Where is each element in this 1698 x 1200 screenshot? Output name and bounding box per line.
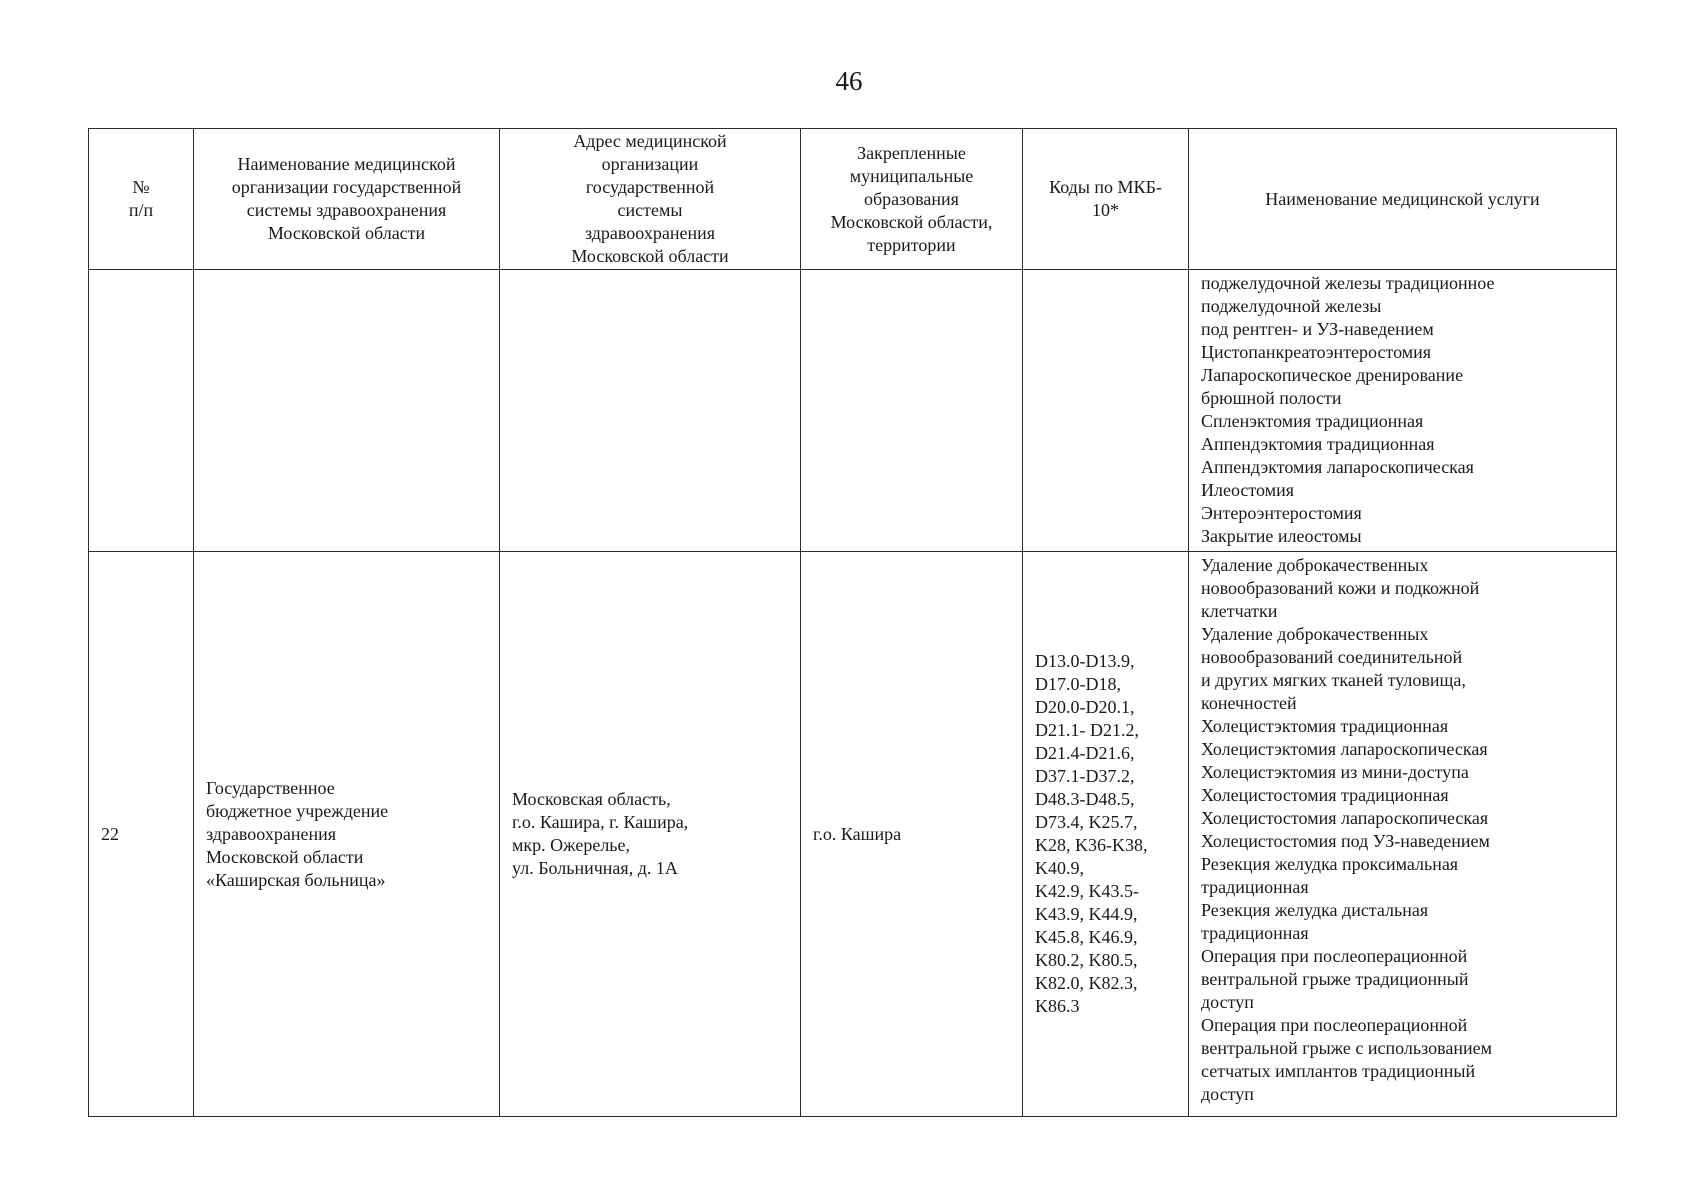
text-line: D37.1-D37.2, — [1035, 766, 1135, 786]
text-line: здравоохранения — [206, 823, 337, 844]
text-line: брюшной полости — [1201, 388, 1342, 408]
text-line: вентральной грыже с использованием — [1201, 1038, 1492, 1058]
text-line: D73.4, K25.7, — [1035, 812, 1138, 832]
text-line: организации государственной — [231, 177, 462, 197]
text-line: D48.3-D48.5, — [1035, 789, 1135, 809]
header-num — [89, 129, 194, 270]
header-service — [1189, 129, 1617, 270]
text-line: Государственное — [206, 777, 335, 798]
text-line: мкр. Ожерелье, — [512, 835, 630, 855]
cell-icd-codes — [1023, 270, 1189, 552]
text-line: Московской области — [571, 246, 729, 266]
text-line: K28, K36-K38, — [1035, 835, 1148, 855]
header-municipality — [801, 129, 1023, 270]
text-line: Удаление доброкачественных — [1201, 624, 1429, 644]
text-line: клетчатки — [1201, 601, 1278, 621]
text-line: Московской области — [206, 846, 364, 867]
text-line: муниципальные — [849, 165, 974, 186]
table-header-row — [89, 129, 1617, 270]
text-line: Московская область, — [512, 789, 671, 809]
cell-services — [1189, 270, 1617, 552]
text-line: образования — [864, 188, 959, 209]
text-line: «Каширская больница» — [206, 869, 386, 890]
text-line: доступ — [1201, 992, 1254, 1012]
cell-organization — [194, 270, 500, 552]
text-line: Спленэктомия традиционная — [1201, 411, 1424, 431]
header-address — [500, 129, 801, 270]
text-line: Холецистэктомия традиционная — [1201, 716, 1449, 736]
text-line: государственной — [585, 177, 715, 197]
text-line: г.о. Кашира, г. Кашира, — [512, 812, 689, 832]
text-line: Холецистэктомия из мини-доступа — [1201, 762, 1469, 782]
cell-num: 22 — [89, 552, 194, 1117]
text-line: конечностей — [1201, 693, 1297, 713]
text-line: новообразований кожи и подкожной — [1201, 578, 1480, 598]
text-line: Московской области — [267, 223, 426, 243]
text-line: доступ — [1201, 1084, 1254, 1104]
text-line: Резекция желудка дистальная — [1201, 900, 1429, 920]
text-line: K82.0, K82.3, — [1035, 973, 1138, 993]
text-line: и других мягких тканей туловища, — [1201, 670, 1466, 690]
text-line: K42.9, K43.5- — [1035, 881, 1139, 901]
cell-organization — [194, 552, 500, 1117]
cell-municipality — [801, 552, 1023, 1117]
text-line: Закрепленные — [857, 142, 966, 163]
text-line: вентральной грыже традиционный — [1201, 969, 1469, 989]
header-icd-codes — [1023, 129, 1189, 270]
text-line: Операция при послеоперационной — [1201, 1015, 1468, 1035]
text-line: D13.0-D13.9, — [1035, 651, 1135, 671]
text-line: поджелудочной железы — [1201, 296, 1382, 316]
cell-num — [89, 270, 194, 552]
text-line: Энтероэнтеростомия — [1201, 503, 1362, 523]
header-organization — [194, 129, 500, 270]
text-line: D21.4-D21.6, — [1035, 743, 1135, 763]
text-line: K40.9, — [1035, 858, 1084, 878]
text-line: Холецистэктомия лапароскопическая — [1201, 739, 1488, 759]
text-line: Наименование медицинской услуги — [1265, 188, 1540, 209]
text-line: под рентген- и УЗ-наведением — [1201, 319, 1434, 339]
text-line: новообразований соединительной — [1201, 647, 1463, 667]
text-line: 10* — [1092, 200, 1119, 220]
text-line: Операция при послеоперационной — [1201, 946, 1468, 966]
table-row — [89, 552, 1617, 1117]
text-line: г.о. Кашира — [813, 823, 902, 844]
text-line: Лапароскопическое дренирование — [1201, 365, 1464, 385]
text-line: D20.0-D20.1, — [1035, 697, 1135, 717]
text-line: системы — [617, 200, 683, 220]
text-line: Закрытие илеостомы — [1201, 526, 1362, 546]
text-line: системы здравоохранения — [246, 200, 447, 220]
text-line: Адрес медицинской — [573, 131, 727, 151]
text-line: поджелудочной железы традиционное — [1201, 273, 1495, 293]
text-line: Холецистостомия традиционная — [1201, 785, 1449, 805]
text-line: Аппендэктомия традиционная — [1201, 434, 1435, 454]
text-line: Цистопанкреатоэнтеростомия — [1201, 342, 1432, 362]
text-line: Резекция желудка проксимальная — [1201, 854, 1459, 874]
cell-icd-codes — [1023, 552, 1189, 1117]
text-line: K80.2, K80.5, — [1035, 950, 1138, 970]
text-line: территории — [867, 234, 956, 255]
text-line: Удаление доброкачественных — [1201, 555, 1429, 575]
text-line: Холецистостомия под УЗ-наведением — [1201, 831, 1490, 851]
cell-address — [500, 270, 801, 552]
text-line: D21.1- D21.2, — [1035, 720, 1139, 740]
text-line: Илеостомия — [1201, 480, 1294, 500]
page-number: 46 — [835, 66, 863, 96]
text-line: Московской области, — [830, 211, 993, 232]
text-line: № — [132, 177, 150, 197]
text-line: ул. Больничная, д. 1А — [512, 858, 678, 878]
text-line: Наименование медицинской — [237, 154, 456, 174]
text-line: Аппендэктомия лапароскопическая — [1201, 457, 1474, 477]
text-line: K45.8, K46.9, — [1035, 927, 1138, 947]
cell-municipality — [801, 270, 1023, 552]
text-line: организации — [601, 154, 699, 174]
text-line: K86.3 — [1035, 996, 1080, 1016]
text-line: K43.9, K44.9, — [1035, 904, 1138, 924]
text-line: Коды по МКБ- — [1049, 177, 1162, 197]
text-line: традиционная — [1201, 877, 1309, 897]
text-line: п/п — [128, 200, 154, 220]
text-line: традиционная — [1201, 923, 1309, 943]
text-line: здравоохранения — [584, 223, 716, 243]
cell-address — [500, 552, 801, 1117]
cell-services — [1189, 552, 1617, 1117]
text-line: сетчатых имплантов традиционный — [1201, 1061, 1476, 1081]
table-row-continuation — [89, 270, 1617, 552]
text-line: D17.0-D18, — [1035, 674, 1121, 694]
text-line: бюджетное учреждение — [206, 800, 389, 821]
text-line: Холецистостомия лапароскопическая — [1201, 808, 1489, 828]
services-table — [88, 128, 1617, 1117]
